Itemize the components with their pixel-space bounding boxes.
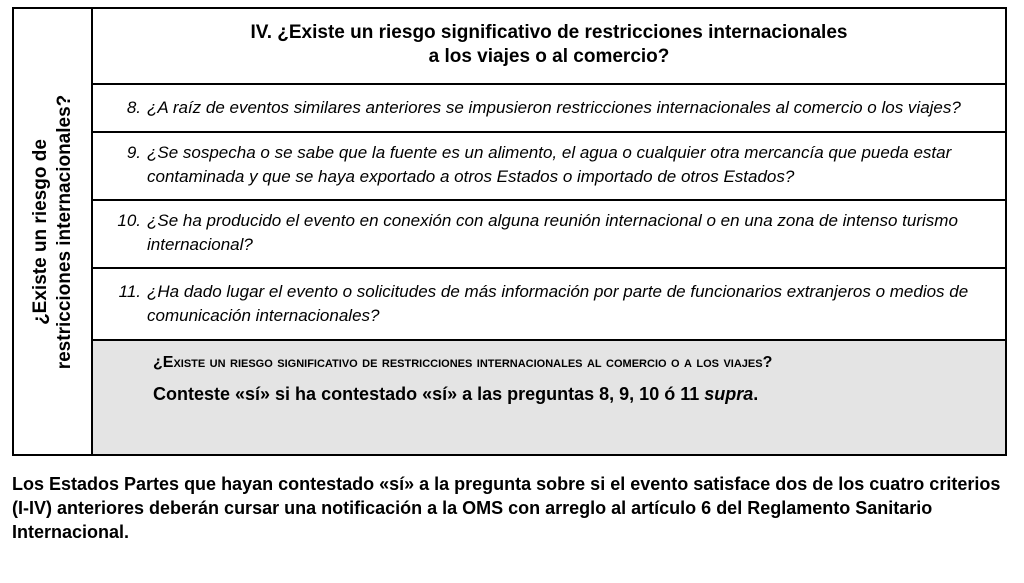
question-text: ¿Se sospecha o se sabe que la fuente es un alimento, el agua o cualquier otra mercancía que pueda estar contaminada y que se haya exportado a otros Estados o importado de otros Estados? xyxy=(147,143,952,186)
side-label-cell xyxy=(14,9,93,454)
question-row xyxy=(93,269,1005,341)
question-text: ¿A raíz de eventos similares anteriores se impusieron restricciones internacionales al comercio o los viajes? xyxy=(147,98,961,117)
summary-answer xyxy=(153,381,993,407)
summary-box xyxy=(93,341,1005,454)
summary-answer-text: Conteste «sí» si ha contestado «sí» a las preguntas 8, 9, 10 ó 11 xyxy=(153,384,705,404)
question-row xyxy=(93,201,1005,269)
summary-question: ¿Existe un riesgo significativo de restricciones internacionales al comercio o a los viajes? xyxy=(153,354,773,371)
question-row xyxy=(93,85,1005,133)
summary-answer-end: . xyxy=(753,384,759,404)
summary-answer-supra: supra xyxy=(704,384,754,404)
question-number: 11. xyxy=(118,282,141,301)
table-main xyxy=(93,9,1005,454)
section-header-line1: IV. ¿Existe un riesgo significativo de restricciones internacionales xyxy=(250,22,848,43)
question-number: 10. xyxy=(117,211,141,230)
side-label-line1: ¿Existe un riesgo de xyxy=(29,138,51,325)
question-text: ¿Ha dado lugar el evento o solicitudes de más información por parte de funcionarios extranjeros o medios de comunicación internacionales? xyxy=(147,282,969,325)
question-row xyxy=(93,133,1005,201)
question-text: ¿Se ha producido el evento en conexión con alguna reunión internacional o en una zona de intenso turismo internacional? xyxy=(147,211,958,254)
question-number: 8. xyxy=(126,98,141,117)
section-header-line2: a los viajes o al comercio? xyxy=(428,46,670,67)
question-number: 9. xyxy=(126,143,141,162)
criteria-table xyxy=(12,7,1007,456)
footer-note: Los Estados Partes que hayan contestado «sí» a la pregunta sobre si el evento satisface dos de los cuatro criterios (I-IV) anteriores deberán cursar una notificación a la OMS con arreglo al artículo 6 del Reglamento Sanitario Internacional. xyxy=(12,474,1001,542)
side-label-line2: restricciones internacionales? xyxy=(53,94,75,369)
section-header xyxy=(93,9,1005,85)
side-label xyxy=(29,94,77,369)
